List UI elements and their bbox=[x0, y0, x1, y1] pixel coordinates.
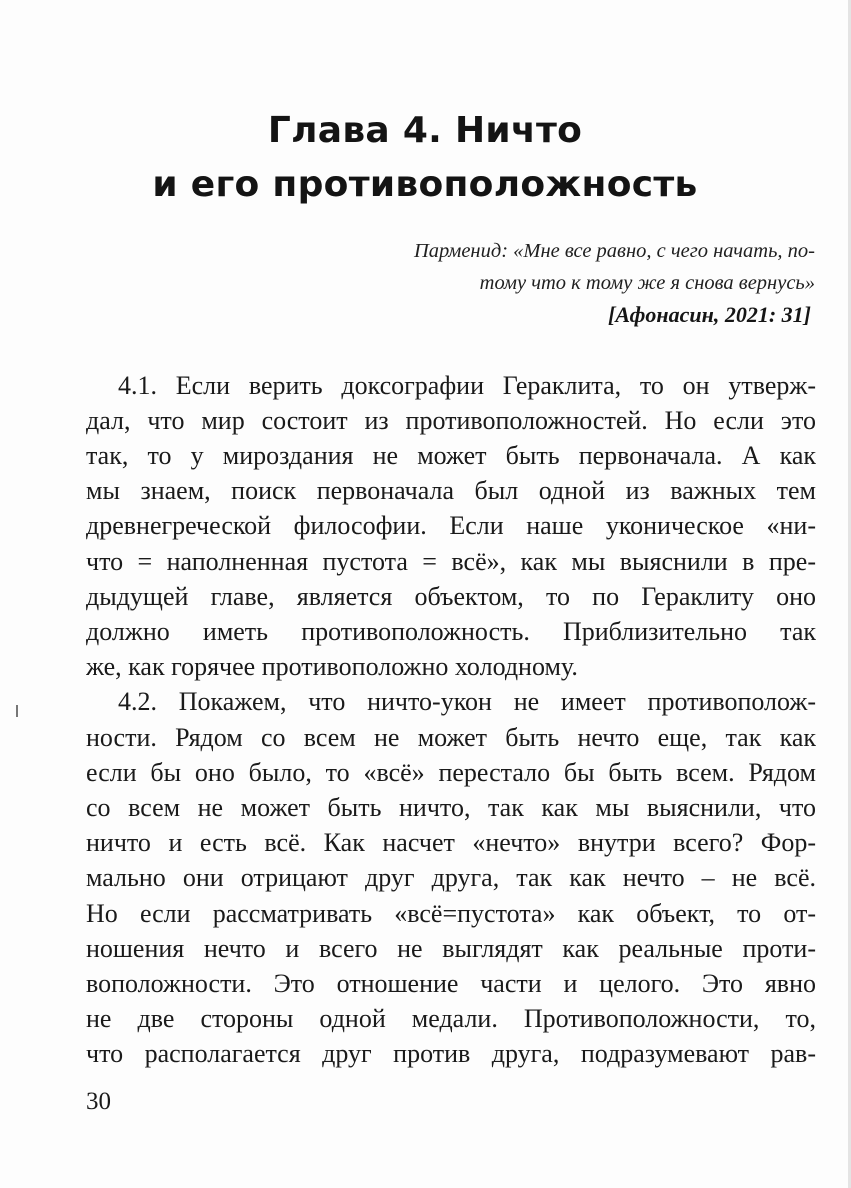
body-line: мы знаем, поиск первоначала был одной из важных тем bbox=[86, 476, 816, 505]
body-line: должно иметь противоположность. Приблизительно так bbox=[86, 617, 816, 646]
body-line: же, как горячее противоположно холодному. bbox=[86, 652, 578, 681]
body-line: что располагается друг против друга, подразумевают рав- bbox=[86, 1039, 816, 1068]
epigraph-line-2: тому что к тому же я снова вернусь» bbox=[479, 272, 815, 294]
body-line: так, то у мироздания не может быть первоначала. А как bbox=[86, 441, 816, 470]
chapter-title-line-1: Глава 4. Ничто bbox=[267, 110, 583, 151]
body-line: со всем не может быть ничто, так как мы выяснили, что bbox=[86, 793, 816, 822]
body-line: не две стороны одной медали. Противоположности, то, bbox=[86, 1004, 816, 1033]
body-line: если бы оно было, то «всё» перестало бы быть всем. Рядом bbox=[86, 758, 816, 787]
page-number: 30 bbox=[86, 1088, 111, 1115]
epigraph-source: [Афонасин, 2021: 31] bbox=[608, 302, 811, 327]
body-line: что = наполненная пустота = всё», как мы выяснили в пре- bbox=[86, 547, 816, 576]
body-line: 4.1. Если верить доксографии Гераклита, то он утверж- bbox=[118, 371, 816, 400]
body-line: воположности. Это отношение части и целого. Это явно bbox=[86, 969, 816, 998]
body-line: мально они отрицают друг друга, так как нечто – не всё. bbox=[86, 863, 816, 892]
body-line: ничто и есть всё. Как насчет «нечто» внутри всего? Фор- bbox=[86, 828, 816, 857]
chapter-title-line-2: и его противоположность bbox=[152, 164, 698, 205]
body-line: Но если рассматривать «всё=пустота» как объект, то от- bbox=[86, 899, 816, 928]
body-line: дыдущей главе, является объектом, то по Гераклиту оно bbox=[86, 582, 816, 611]
body-line: ношения нечто и всего не выглядят как реальные проти- bbox=[86, 934, 816, 963]
epigraph-line-1: Парменид: «Мне все равно, с чего начать, по- bbox=[413, 240, 815, 262]
body-line: древнегреческой философии. Если наше уконическое «ни- bbox=[86, 511, 816, 540]
body-line: дал, что мир состоит из противоположностей. Но если это bbox=[86, 406, 816, 435]
margin-mark bbox=[16, 705, 18, 717]
body-line: 4.2. Покажем, что ничто-укон не имеет противополож- bbox=[118, 687, 816, 716]
body-line: ности. Рядом со всем не может быть нечто еще, так как bbox=[86, 723, 816, 752]
